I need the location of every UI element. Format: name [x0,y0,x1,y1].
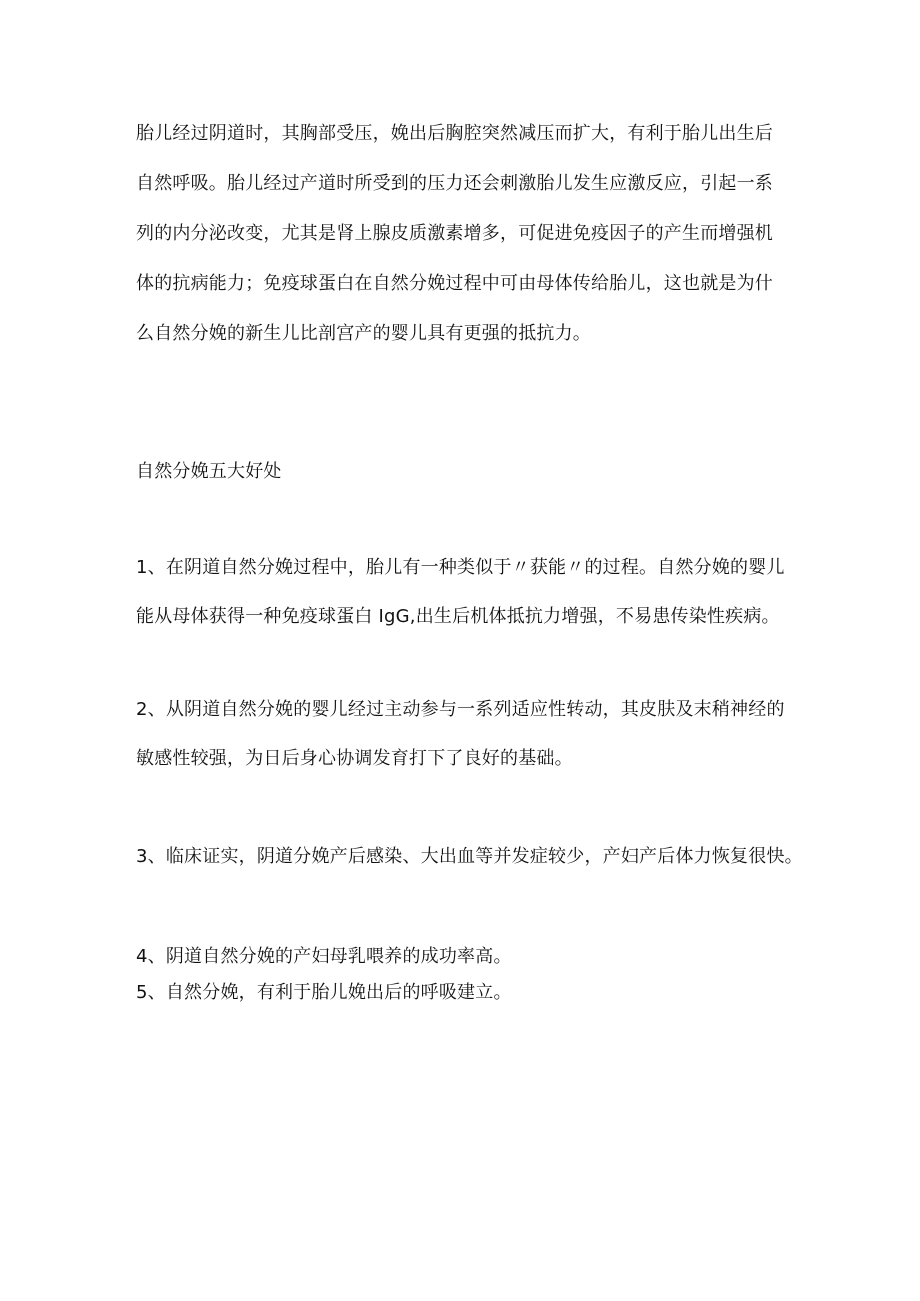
benefit-1-line-1: 1、在阴道自然分娩过程中，胎儿有一种类似于〃获能〃的过程。自然分娩的婴儿 [136,557,785,578]
section-title: 自然分娩五大好处 [136,461,282,482]
benefit-1-line-2: 能从母体获得一种免疫球蛋白 IgG,出生后机体抵抗力增强，不易患传染性疾病。 [136,606,780,627]
benefit-5: 5、自然分娩，有利于胎儿娩出后的呼吸建立。 [136,982,512,1003]
benefit-2-line-1: 2、从阴道自然分娩的婴儿经过主动参与一系列适应性转动，其皮肤及末稍神经的 [136,699,785,720]
intro-line-1: 胎儿经过阴道时，其胸部受压，娩出后胸腔突然减压而扩大，有利于胎儿出生后 [136,123,773,144]
intro-line-3: 列的内分泌改变，尤其是肾上腺皮质激素增多，可促进免疫因子的产生而增强机 [136,223,773,244]
intro-line-5: 么自然分娩的新生儿比剖宫产的婴儿具有更强的抵抗力。 [136,323,591,344]
benefit-4: 4、阴道自然分娩的产妇母乳喂养的成功率高。 [136,946,512,967]
intro-line-2: 自然呼吸。胎儿经过产道时所受到的压力还会刺激胎儿发生应激反应，引起一系 [136,173,773,194]
benefit-2-line-2: 敏感性较强，为日后身心协调发育打下了良好的基础。 [136,748,573,769]
benefit-3: 3、临床证实，阴道分娩产后感染、大出血等并发症较少，产妇产后体力恢复很快。 [136,846,803,867]
intro-line-4: 体的抗病能力；免疫球蛋白在自然分娩过程中可由母体传给胎儿，这也就是为什 [136,273,773,294]
